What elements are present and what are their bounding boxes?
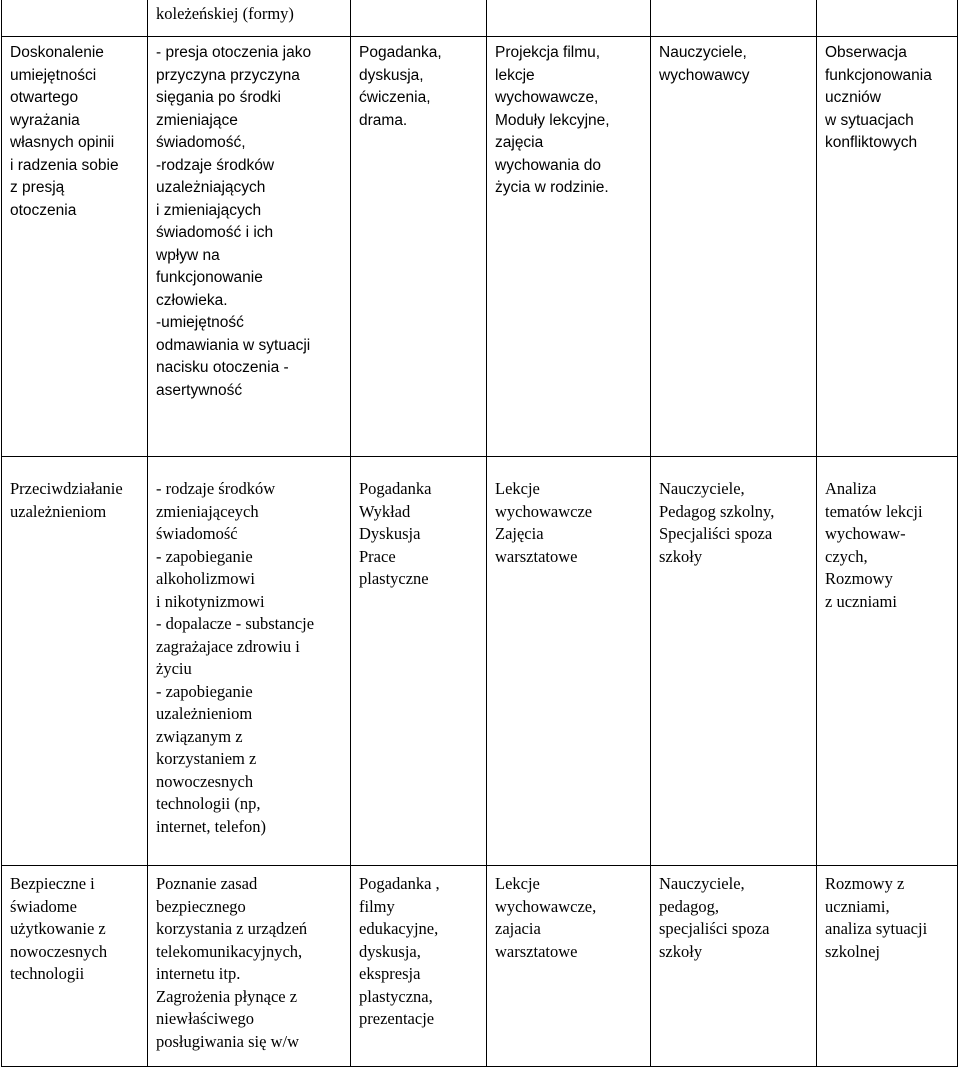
cell-responsible: Nauczyciele, wychowawcy xyxy=(651,37,817,457)
cell-empty xyxy=(487,0,651,37)
cell-responsible: Nauczyciele, Pedagog szkolny, Specjaliści spoza szkoły xyxy=(651,457,817,866)
plan-table xyxy=(1,0,958,1067)
cell-evaluation: Analiza tematów lekcji wychowaw- czych, Rozmowy z uczniami xyxy=(817,457,958,866)
cell-evaluation: Rozmowy z uczniami, analiza sytuacji szkolnej xyxy=(817,866,958,1067)
table-row xyxy=(2,457,958,866)
cell-content: - presja otoczenia jako przyczyna przyczyna sięgania po środki zmieniające świadomość, -rodzaje środków uzależniających i zmieniających świadomość i ich wpływ na funkcjonowanie człowieka. -umiejętność odmawiania w sytuacji nacisku otoczenia - asertywność xyxy=(148,37,351,457)
cell-forms: Lekcje wychowawcze Zajęcia warsztatowe xyxy=(487,457,651,866)
table-row xyxy=(2,866,958,1067)
table-row xyxy=(2,37,958,457)
cell-empty xyxy=(817,0,958,37)
cell-content-continuation: koleżeńskiej (formy) xyxy=(148,0,351,37)
cell-content: - rodzaje środków zmieniająceych świadomość - zapobieganie alkoholizmowi i nikotynizmowi - dopalacze - substancje zagrażajace zdrowiu i życiu - zapobieganie uzależnieniom związanym z korzystaniem z nowoczesnych technologii (np, internet, telefon) xyxy=(148,457,351,866)
cell-responsible: Nauczyciele, pedagog, specjaliści spoza szkoły xyxy=(651,866,817,1067)
cell-methods: Pogadanka , filmy edukacyjne, dyskusja, ekspresja plastyczna, prezentacje xyxy=(351,866,487,1067)
cell-evaluation: Obserwacja funkcjonowania uczniów w sytuacjach konfliktowych xyxy=(817,37,958,457)
cell-empty xyxy=(2,0,148,37)
cell-forms: Projekcja filmu, lekcje wychowawcze, Moduły lekcyjne, zajęcia wychowania do życia w rodzinie. xyxy=(487,37,651,457)
cell-area: Bezpieczne i świadome użytkowanie z nowoczesnych technologii xyxy=(2,866,148,1067)
cell-forms: Lekcje wychowawcze, zajacia warsztatowe xyxy=(487,866,651,1067)
cell-area: Przeciwdziałanie uzależnieniom xyxy=(2,457,148,866)
cell-empty xyxy=(351,0,487,37)
cell-methods: Pogadanka Wykład Dyskusja Prace plastyczne xyxy=(351,457,487,866)
cell-content: Poznanie zasad bezpiecznego korzystania z urządzeń telekomunikacyjnych, internetu itp. Zagrożenia płynące z niewłaściwego posługiwania się w/w xyxy=(148,866,351,1067)
cell-area: Doskonalenie umiejętności otwartego wyrażania własnych opinii i radzenia sobie z presją otoczenia xyxy=(2,37,148,457)
cell-methods: Pogadanka, dyskusja, ćwiczenia, drama. xyxy=(351,37,487,457)
cell-empty xyxy=(651,0,817,37)
table-row-continuation xyxy=(2,0,958,37)
